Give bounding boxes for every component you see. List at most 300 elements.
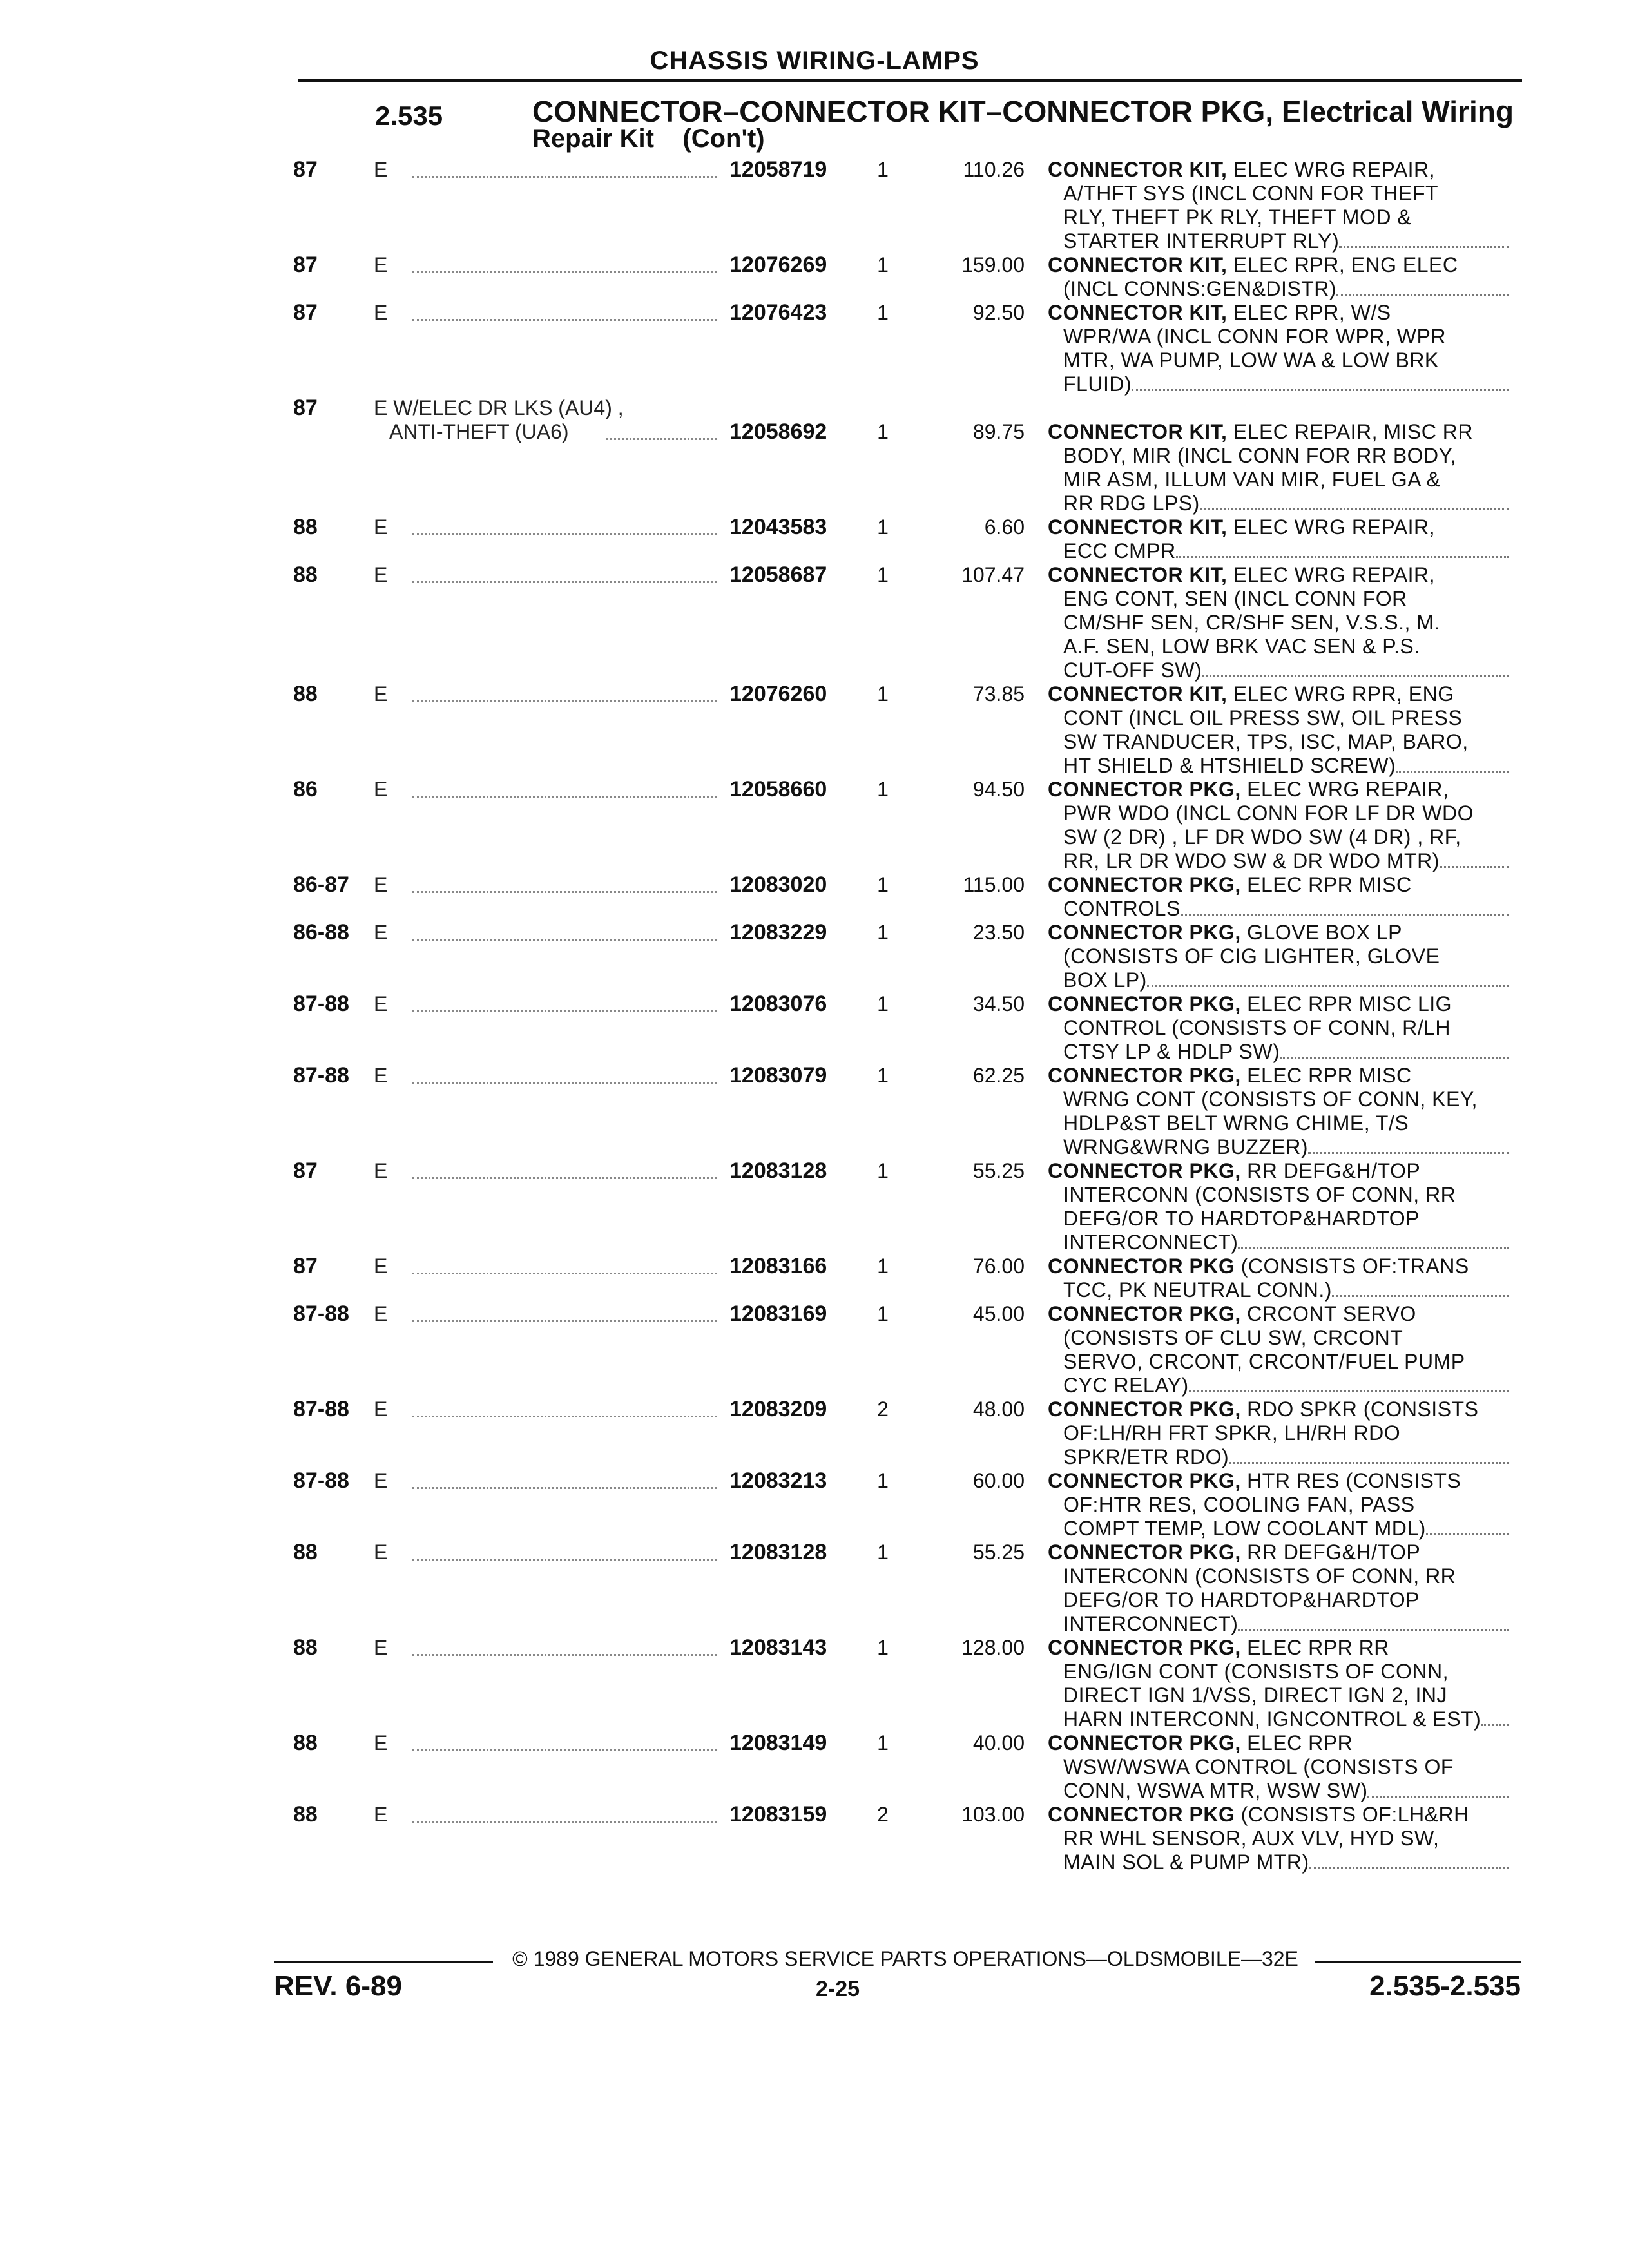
description-leader [1181, 914, 1509, 916]
model-year: 88 [293, 562, 318, 587]
description-line [1048, 1231, 1512, 1254]
usage-line: E [374, 1254, 388, 1278]
description-name: CONNECTOR PKG, [1048, 1541, 1241, 1564]
description-line-text: CONTROLS [1063, 897, 1181, 920]
description-text: GLOVE BOX LP [1240, 921, 1402, 944]
description-text: ELEC RPR, ENG ELEC [1227, 253, 1458, 276]
description-line-text: A.F. SEN, LOW BRK VAC SEN & P.S. [1063, 635, 1420, 658]
description-name: CONNECTOR KIT, [1048, 515, 1228, 539]
description-line [1048, 349, 1512, 372]
part-description [1048, 1803, 1512, 1874]
description-line [1048, 325, 1512, 349]
quantity: 1 [877, 1731, 889, 1754]
description-text: ELEC WRG REPAIR, [1227, 515, 1436, 539]
description-line-text: HT SHIELD & HTSHIELD SCREW) [1063, 754, 1396, 777]
description-text: ELEC WRG REPAIR, [1240, 778, 1449, 801]
description-text: ELEC RPR MISC [1240, 873, 1412, 896]
usage-code [374, 1159, 722, 1183]
description-first-line [1048, 1254, 1512, 1278]
usage-code [374, 1731, 722, 1755]
usage-line: E [374, 873, 388, 896]
description-line [1048, 1326, 1512, 1350]
usage-leader [412, 1821, 717, 1823]
description-line-text: SERVO, CRCONT, CRCONT/FUEL PUMP [1063, 1350, 1465, 1373]
description-line [1048, 1660, 1512, 1684]
description-name: CONNECTOR KIT, [1048, 420, 1228, 443]
quantity: 1 [877, 873, 889, 896]
description-first-line [1048, 1636, 1512, 1660]
usage-line: E [374, 515, 388, 539]
usage-leader [412, 581, 717, 583]
usage-line: E [374, 1302, 388, 1325]
description-line-text: STARTER INTERRUPT RLY) [1063, 229, 1340, 253]
part-number: 12076260 [729, 682, 827, 706]
description-leader [1238, 1247, 1509, 1249]
description-line [1048, 206, 1512, 229]
description-line [1048, 372, 1512, 396]
description-line-text: ECC CMPR [1063, 539, 1176, 562]
part-number: 12083169 [729, 1302, 827, 1326]
part-number: 12083128 [729, 1540, 827, 1564]
part-number: 12083149 [729, 1731, 827, 1755]
description-first-line [1048, 1541, 1512, 1564]
description-leader [1229, 1462, 1509, 1464]
model-year: 88 [293, 682, 318, 706]
description-line [1048, 1779, 1512, 1803]
part-number: 12043583 [729, 515, 827, 539]
description-name: CONNECTOR PKG, [1048, 1469, 1241, 1492]
part-description [1048, 1159, 1512, 1254]
price: 45.00 [972, 1302, 1025, 1325]
price: 23.50 [972, 921, 1025, 944]
description-line [1048, 1088, 1512, 1111]
model-year: 87 [293, 157, 318, 182]
description-text: ELEC RPR RR [1240, 1636, 1389, 1659]
parts-row [0, 563, 1629, 682]
model-year: 87-88 [293, 992, 349, 1016]
usage-line: E [374, 158, 388, 181]
usage-leader [412, 1010, 717, 1012]
description-line [1048, 897, 1512, 921]
description-line-text: CONTROL (CONSISTS OF CONN, R/LH [1063, 1016, 1451, 1039]
description-leader [1176, 556, 1509, 558]
description-leader [1396, 771, 1509, 773]
description-name: CONNECTOR PKG, [1048, 1064, 1241, 1087]
description-line [1048, 277, 1512, 301]
description-first-line [1048, 921, 1512, 945]
description-line [1048, 587, 1512, 611]
model-year: 88 [293, 1540, 318, 1564]
description-line [1048, 968, 1512, 992]
description-leader [1339, 246, 1509, 248]
description-line-text: ENG/IGN CONT (CONSISTS OF CONN, [1063, 1660, 1449, 1683]
usage-leader [412, 1177, 717, 1179]
description-name: CONNECTOR PKG [1048, 1803, 1235, 1826]
description-line [1048, 802, 1512, 825]
header-rule [298, 79, 1522, 82]
part-description [1048, 515, 1512, 563]
usage-code [374, 1064, 722, 1088]
part-description [1048, 873, 1512, 921]
description-line-text: INTERCONN (CONSISTS OF CONN, RR [1063, 1183, 1456, 1206]
part-description [1048, 1064, 1512, 1159]
description-text: ELEC RPR, W/S [1227, 301, 1391, 324]
part-description [1048, 1469, 1512, 1541]
usage-line: E [374, 253, 388, 276]
description-text: CRCONT SERVO [1240, 1302, 1416, 1325]
quantity: 1 [877, 158, 889, 181]
price: 60.00 [972, 1469, 1025, 1492]
price: 62.25 [972, 1064, 1025, 1087]
parts-row [0, 396, 1629, 515]
description-line [1048, 1612, 1512, 1636]
description-line [1048, 1564, 1512, 1588]
description-line [1048, 1207, 1512, 1231]
price: 73.85 [972, 682, 1025, 706]
model-year: 87-88 [293, 1302, 349, 1326]
description-line [1048, 706, 1512, 730]
description-line [1048, 1684, 1512, 1707]
parts-row [0, 1398, 1629, 1469]
description-line-text: OF:LH/RH FRT SPKR, LH/RH RDO [1063, 1421, 1401, 1445]
description-line [1048, 1493, 1512, 1517]
section-title-line1: CONNECTOR–CONNECTOR KIT–CONNECTOR PKG, Electrical Wiring [532, 95, 1514, 128]
description-name: CONNECTOR PKG, [1048, 992, 1241, 1015]
description-line-text: COMPT TEMP, LOW COOLANT MDL) [1063, 1517, 1426, 1540]
usage-code [374, 301, 722, 325]
description-first-line [1048, 253, 1512, 277]
usage-line: ANTI-THEFT (UA6) [389, 420, 569, 443]
usage-code [374, 1398, 722, 1421]
description-name: CONNECTOR KIT, [1048, 563, 1228, 586]
quantity: 1 [877, 420, 889, 443]
description-line [1048, 1517, 1512, 1541]
usage-leader [412, 939, 717, 941]
usage-code [374, 515, 722, 539]
description-line-text: CTSY LP & HDLP SW) [1063, 1040, 1280, 1063]
description-name: CONNECTOR KIT, [1048, 682, 1228, 706]
usage-line: E [374, 563, 388, 586]
usage-leader [412, 319, 717, 321]
description-leader [1132, 389, 1509, 391]
price: 115.00 [963, 873, 1025, 896]
description-line [1048, 945, 1512, 968]
usage-line: E [374, 1469, 388, 1492]
part-description [1048, 921, 1512, 992]
description-line-text: CUT-OFF SW) [1063, 658, 1202, 682]
description-first-line [1048, 515, 1512, 539]
part-description [1048, 253, 1512, 301]
description-line [1048, 754, 1512, 778]
parts-row [0, 1064, 1629, 1159]
description-line [1048, 1350, 1512, 1374]
usage-code [374, 682, 722, 706]
parts-row [0, 1159, 1629, 1254]
description-line-text: DEFG/OR TO HARDTOP&HARDTOP [1063, 1588, 1420, 1611]
usage-line: E [374, 301, 388, 324]
description-name: CONNECTOR PKG, [1048, 1636, 1241, 1659]
description-line-text: WSW/WSWA CONTROL (CONSISTS OF [1063, 1755, 1454, 1778]
description-line-text: OF:HTR RES, COOLING FAN, PASS [1063, 1493, 1415, 1516]
price: 110.26 [963, 158, 1025, 181]
description-line-text: SPKR/ETR RDO) [1063, 1445, 1229, 1468]
quantity: 1 [877, 992, 889, 1015]
description-name: CONNECTOR PKG, [1048, 1159, 1241, 1182]
description-line-text: A/THFT SYS (INCL CONN FOR THEFT [1063, 182, 1439, 205]
description-leader [1309, 1867, 1509, 1869]
usage-line: E [374, 1064, 388, 1087]
description-line [1048, 1135, 1512, 1159]
description-line-text: HDLP&ST BELT WRNG CHIME, T/S [1063, 1111, 1409, 1135]
part-number: 12076269 [729, 253, 827, 277]
description-line [1048, 1421, 1512, 1445]
usage-leader [412, 700, 717, 702]
usage-code [374, 1254, 722, 1278]
description-text: ELEC REPAIR, MISC RR [1227, 420, 1473, 443]
description-line-text: INTERCONNECT) [1063, 1612, 1239, 1635]
footer-section-range: 2.535-2.535 [1369, 1970, 1521, 2002]
price: 55.25 [972, 1159, 1025, 1182]
parts-row [0, 1731, 1629, 1803]
description-line [1048, 849, 1512, 873]
description-leader [1200, 508, 1509, 510]
section-number: 2.535 [375, 101, 443, 131]
usage-leader [412, 533, 717, 535]
quantity: 1 [877, 1064, 889, 1087]
description-name: CONNECTOR PKG, [1048, 1398, 1241, 1421]
description-line-text: MAIN SOL & PUMP MTR) [1063, 1850, 1309, 1874]
description-line [1048, 635, 1512, 658]
description-line-text: FLUID) [1063, 372, 1132, 396]
description-name: CONNECTOR KIT, [1048, 301, 1228, 324]
usage-code [374, 778, 722, 802]
description-name: CONNECTOR KIT, [1048, 253, 1228, 276]
model-year: 88 [293, 515, 318, 539]
price: 107.47 [961, 563, 1025, 586]
part-number: 12058660 [729, 777, 827, 802]
quantity: 1 [877, 253, 889, 276]
parts-row [0, 778, 1629, 873]
description-first-line [1048, 778, 1512, 802]
description-text: ELEC RPR MISC LIG [1240, 992, 1452, 1015]
model-year: 87 [293, 396, 318, 420]
description-line-text: (CONSISTS OF CLU SW, CRCONT [1063, 1326, 1403, 1349]
description-line [1048, 1445, 1512, 1469]
footer-page-number: 2-25 [815, 1977, 860, 2001]
usage-code [374, 1302, 722, 1326]
part-description [1048, 1731, 1512, 1803]
description-line-text: TCC, PK NEUTRAL CONN.) [1063, 1278, 1332, 1302]
quantity: 1 [877, 301, 889, 324]
price: 40.00 [972, 1731, 1025, 1754]
model-year: 87 [293, 1254, 318, 1278]
part-number: 12058687 [729, 562, 827, 587]
price: 103.00 [961, 1803, 1025, 1826]
part-number: 12083166 [729, 1254, 827, 1278]
price: 48.00 [972, 1398, 1025, 1421]
part-number: 12076423 [729, 300, 827, 325]
usage-line: E W/ELEC DR LKS (AU4) , [374, 396, 624, 419]
model-year: 87 [293, 253, 318, 277]
part-number: 12083128 [729, 1158, 827, 1183]
description-line-text: DIRECT IGN 1/VSS, DIRECT IGN 2, INJ [1063, 1684, 1447, 1707]
description-line [1048, 658, 1512, 682]
usage-leader [412, 1082, 717, 1084]
parts-row [0, 1541, 1629, 1636]
description-text: (CONSISTS OF:LH&RH [1235, 1803, 1469, 1826]
model-year: 86-87 [293, 872, 349, 897]
parts-row [0, 1469, 1629, 1541]
part-number: 12058692 [729, 419, 827, 444]
part-description [1048, 992, 1512, 1064]
description-leader [1147, 985, 1509, 987]
price: 94.50 [972, 778, 1025, 801]
part-number: 12083020 [729, 872, 827, 897]
usage-line: E [374, 1398, 388, 1421]
part-description [1048, 1302, 1512, 1398]
description-line-text: WRNG&WRNG BUZZER) [1063, 1135, 1309, 1158]
price: 89.75 [972, 420, 1025, 443]
description-line [1048, 1111, 1512, 1135]
quantity: 1 [877, 1159, 889, 1182]
description-line-text: INTERCONN (CONSISTS OF CONN, RR [1063, 1564, 1456, 1588]
parts-row [0, 1636, 1629, 1731]
description-line [1048, 1183, 1512, 1207]
quantity: 1 [877, 682, 889, 706]
description-line-text: MTR, WA PUMP, LOW WA & LOW BRK [1063, 349, 1439, 372]
description-line-text: BODY, MIR (INCL CONN FOR RR BODY, [1063, 444, 1456, 467]
description-first-line [1048, 420, 1512, 444]
description-line-text: BOX LP) [1063, 968, 1147, 992]
description-leader [1202, 675, 1509, 677]
description-text: ELEC WRG REPAIR, [1227, 158, 1436, 181]
footer-copyright: © 1989 GENERAL MOTORS SERVICE PARTS OPERATIONS—OLDSMOBILE—32E [512, 1947, 1298, 1970]
usage-line: E [374, 778, 388, 801]
quantity: 1 [877, 1302, 889, 1325]
usage-code [374, 158, 722, 182]
model-year: 87 [293, 1158, 318, 1183]
part-description [1048, 1254, 1512, 1302]
description-leader [1440, 866, 1509, 868]
description-line-text: MIR ASM, ILLUM VAN MIR, FUEL GA & [1063, 468, 1441, 491]
description-first-line [1048, 158, 1512, 182]
usage-line: E [374, 921, 388, 944]
description-first-line [1048, 682, 1512, 706]
usage-leader [412, 176, 717, 178]
description-name: CONNECTOR PKG, [1048, 921, 1241, 944]
section-title [532, 95, 1537, 153]
description-line-text: CONN, WSWA MTR, WSW SW) [1063, 1779, 1368, 1802]
usage-line: E [374, 992, 388, 1015]
description-leader [1189, 1390, 1509, 1392]
part-description [1048, 158, 1512, 253]
description-line [1048, 1850, 1512, 1874]
description-line-text: HARN INTERCONN, IGNCONTROL & EST) [1063, 1707, 1481, 1731]
model-year: 88 [293, 1802, 318, 1827]
description-text: RR DEFG&H/TOP [1240, 1159, 1421, 1182]
parts-row [0, 253, 1629, 301]
model-year: 88 [293, 1731, 318, 1755]
usage-line: E [374, 1636, 388, 1659]
parts-row [0, 1803, 1629, 1874]
description-leader [1336, 294, 1509, 296]
description-line-text: DEFG/OR TO HARDTOP&HARDTOP [1063, 1207, 1420, 1230]
usage-leader [412, 1416, 717, 1418]
quantity: 1 [877, 515, 889, 539]
part-description [1048, 563, 1512, 682]
usage-leader [412, 1559, 717, 1561]
description-first-line [1048, 563, 1512, 587]
description-line-text: SW (2 DR) , LF DR WDO SW (4 DR) , RF, [1063, 825, 1461, 849]
footer-revision: REV. 6-89 [274, 1970, 402, 2002]
model-year: 86 [293, 777, 318, 802]
description-line [1048, 492, 1512, 515]
model-year: 87-88 [293, 1063, 349, 1088]
model-year: 87 [293, 300, 318, 325]
description-line [1048, 730, 1512, 754]
part-number: 12083159 [729, 1802, 827, 1827]
usage-code [374, 1803, 722, 1827]
usage-leader [412, 1654, 717, 1656]
parts-row [0, 1302, 1629, 1398]
usage-code [374, 1541, 722, 1564]
description-line-text: (INCL CONNS:GEN&DISTR) [1063, 277, 1337, 300]
part-number: 12083213 [729, 1468, 827, 1493]
description-leader [1426, 1533, 1509, 1535]
parts-row [0, 992, 1629, 1064]
usage-code [374, 253, 722, 277]
quantity: 1 [877, 1636, 889, 1659]
description-line [1048, 611, 1512, 635]
description-text: RDO SPKR (CONSISTS [1240, 1398, 1479, 1421]
price: 34.50 [972, 992, 1025, 1015]
footer-rule-right [1315, 1961, 1521, 1963]
part-description [1048, 1636, 1512, 1731]
usage-code [374, 992, 722, 1016]
usage-leader [606, 438, 717, 440]
description-line [1048, 1588, 1512, 1612]
description-line [1048, 1374, 1512, 1398]
part-number: 12083079 [729, 1063, 827, 1088]
part-number: 12083229 [729, 920, 827, 945]
description-first-line [1048, 1159, 1512, 1183]
description-line [1048, 1278, 1512, 1302]
usage-code [374, 921, 722, 945]
page-header-title: CHASSIS WIRING-LAMPS [650, 46, 979, 75]
usage-leader [412, 1273, 717, 1274]
parts-row [0, 921, 1629, 992]
usage-code [374, 563, 722, 587]
parts-row [0, 682, 1629, 778]
part-number: 12083143 [729, 1635, 827, 1660]
quantity: 1 [877, 1469, 889, 1492]
usage-leader [412, 1320, 717, 1322]
description-line-text: CYC RELAY) [1063, 1374, 1189, 1397]
usage-line: E [374, 1803, 388, 1826]
description-first-line [1048, 1731, 1512, 1755]
usage-code [374, 396, 722, 444]
model-year: 87-88 [293, 1397, 349, 1421]
usage-leader [412, 271, 717, 273]
price: 159.00 [961, 253, 1025, 276]
description-first-line [1048, 1302, 1512, 1326]
price: 92.50 [972, 301, 1025, 324]
description-line-text: WRNG CONT (CONSISTS OF CONN, KEY, [1063, 1088, 1478, 1111]
description-text: ELEC RPR MISC [1240, 1064, 1412, 1087]
usage-line: E [374, 1731, 388, 1754]
description-leader [1238, 1629, 1509, 1631]
description-line [1048, 444, 1512, 468]
